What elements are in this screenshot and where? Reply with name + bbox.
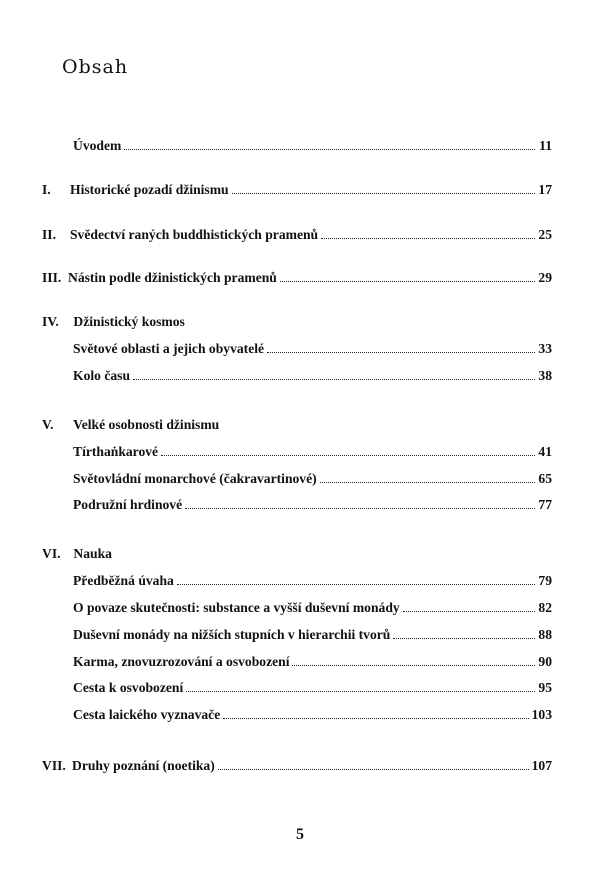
toc-subentry[interactable] (73, 627, 552, 647)
dot-leader (223, 707, 528, 719)
toc-subentry[interactable] (73, 368, 552, 388)
toc-entry-title: Předběžná úvaha (73, 573, 174, 588)
toc-entry-page: 25 (538, 227, 552, 242)
toc-entry-page: 41 (538, 444, 552, 459)
toc-section-number: VI. (42, 546, 61, 561)
toc-entry-title: Svědectví raných buddhistických pramenů (70, 227, 319, 242)
toc-entry-number: III. (42, 270, 62, 285)
toc-entry-title: Světové oblasti a jejich obyvatelé (73, 341, 265, 356)
dot-leader (161, 444, 535, 456)
toc-section-chapter-4 (42, 314, 185, 330)
toc-entry-title: Úvodem (73, 138, 122, 153)
toc-entry-title: Nástin podle džinistických pramenů (68, 270, 277, 285)
toc-section-number: V. (42, 417, 54, 432)
contents-heading: Obsah (62, 56, 129, 78)
toc-subentry[interactable] (73, 654, 552, 674)
toc-entry-title: Karma, znovuzrozování a osvobození (73, 654, 290, 669)
toc-entry-chapter-1[interactable] (42, 182, 552, 202)
dot-leader (124, 138, 535, 150)
toc-entry-page: 17 (538, 182, 552, 197)
toc-subentry[interactable] (73, 707, 552, 727)
toc-entry-page: 103 (531, 707, 552, 722)
toc-entry-page: 79 (538, 573, 552, 588)
toc-entry-title: Kolo času (73, 368, 131, 383)
dot-leader (280, 270, 535, 282)
toc-entry-chapter-2[interactable] (42, 227, 552, 247)
toc-entry-page: 82 (538, 600, 552, 615)
toc-entry-title: Podružní hrdinové (73, 497, 183, 512)
toc-entry-title: Duševní monády na nižších stupních v hierarchii tvorů (73, 627, 391, 642)
toc-section-chapter-5 (42, 417, 219, 433)
dot-leader (232, 182, 535, 194)
dot-leader (403, 600, 535, 612)
toc-subentry[interactable] (73, 573, 552, 593)
dot-leader (186, 680, 535, 692)
toc-section-chapter-6 (42, 546, 112, 562)
toc-section-number: IV. (42, 314, 59, 329)
dot-leader (177, 573, 535, 585)
dot-leader (133, 368, 535, 380)
toc-entry-chapter-3[interactable] (42, 270, 552, 290)
toc-entry-page: 29 (538, 270, 552, 285)
page-number: 5 (296, 826, 304, 843)
toc-entry-page: 77 (538, 497, 552, 512)
toc-entry-page: 95 (538, 680, 552, 695)
toc-entry-title: Cesta k osvobození (73, 680, 184, 695)
toc-subentry[interactable] (73, 680, 552, 700)
toc-entry-page: 33 (538, 341, 552, 356)
toc-entry-page: 88 (538, 627, 552, 642)
toc-section-title: Nauka (73, 546, 112, 561)
toc-entry-title: Světovládní monarchové (čakravartinové) (73, 471, 317, 486)
toc-entry-number: VII. (42, 758, 66, 773)
toc-section-title: Džinistický kosmos (73, 314, 185, 329)
toc-entry-title: O povaze skutečnosti: substance a vyšší duševní monády (73, 600, 400, 615)
toc-subentry[interactable] (73, 444, 552, 464)
toc-entry-chapter-7[interactable] (42, 758, 552, 778)
dot-leader (267, 341, 535, 353)
toc-subentry[interactable] (73, 341, 552, 361)
toc-entry-page: 107 (531, 758, 552, 773)
dot-leader (218, 758, 529, 770)
toc-entry-title: Druhy poznání (noetika) (72, 758, 215, 773)
toc-entry-number: I. (42, 182, 51, 197)
dot-leader (292, 654, 535, 666)
toc-section-title: Velké osobnosti džinismu (73, 417, 220, 432)
toc-subentry[interactable] (73, 600, 552, 620)
toc-entry-page: 11 (539, 138, 552, 153)
toc-entry-number: II. (42, 227, 56, 242)
toc-entry-page: 38 (538, 368, 552, 383)
toc-entry-page: 90 (538, 654, 552, 669)
toc-entry-uvodem[interactable] (73, 138, 552, 158)
toc-entry-title: Tírthaṅkarové (73, 444, 159, 459)
dot-leader (320, 471, 535, 483)
toc-subentry[interactable] (73, 497, 552, 517)
toc-subentry[interactable] (73, 471, 552, 491)
dot-leader (185, 497, 535, 509)
toc-entry-title: Historické pozadí džinismu (70, 182, 229, 197)
dot-leader (321, 227, 535, 239)
toc-entry-page: 65 (538, 471, 552, 486)
toc-entry-title: Cesta laického vyznavače (73, 707, 221, 722)
dot-leader (393, 627, 535, 639)
